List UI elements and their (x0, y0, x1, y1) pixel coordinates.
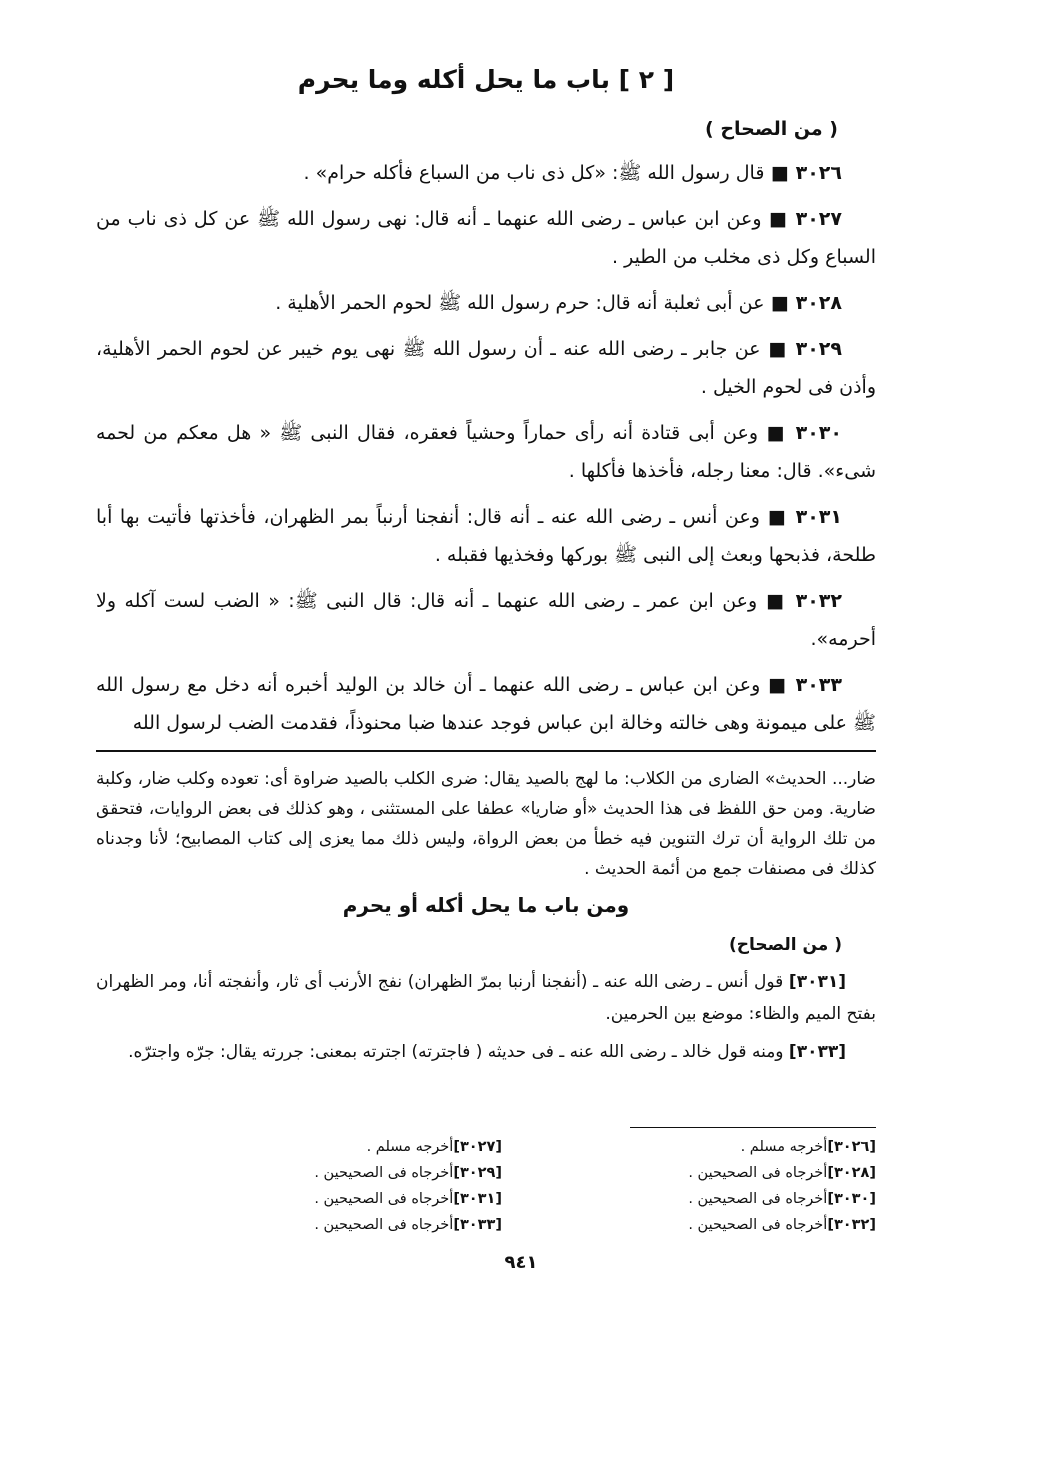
hadith-text: عن أبى ثعلبة أنه قال: حرم رسول الله ﷺ لحوم الحمر الأهلية . (275, 292, 765, 314)
footnote-text: أخرجه مسلم . (740, 1139, 828, 1155)
hadith-item (96, 200, 876, 276)
footnote (516, 1186, 876, 1212)
section-heading: ( من الصحاح ) (705, 118, 838, 140)
hadith-item (96, 154, 876, 192)
commentary-text: ومنه قول خالد ـ رضى الله عنه ـ فى حديثه ( فاجترته) اجترته بمعنى: جررته يقال: جرّه واجترّه. (128, 1042, 784, 1062)
footnote (142, 1160, 502, 1186)
hadith-item (96, 284, 876, 322)
footnote-text: أخرجاه فى الصحيحين . (314, 1191, 454, 1207)
footnote-text: أخرجاه فى الصحيحين . (314, 1217, 454, 1233)
hadith-separator: ■ (760, 338, 796, 360)
hadith-text: وعن ابن عباس ـ رضى الله عنهما ـ أنه قال: نهى رسول الله ﷺ عن كل ذى ناب من السباع وكل ذى مخلب من الطير . (96, 208, 876, 268)
hadith-separator: ■ (759, 506, 796, 528)
hadith-separator: ■ (761, 208, 796, 230)
hadith-text: عن جابر ـ رضى الله عنه ـ أن رسول الله ﷺ نهى يوم خيبر عن لحوم الحمر الأهلية، وأذن فى لحوم الخيل . (96, 338, 876, 398)
footnote (142, 1186, 502, 1212)
hadith-number: ٣٠٢٨ (795, 292, 842, 314)
hadith-item (96, 330, 876, 406)
footnote-text: أخرجاه فى الصحيحين . (314, 1165, 454, 1181)
hadith-separator: ■ (764, 292, 796, 314)
hadith-number: ٣٠٣٣ (795, 674, 842, 696)
footnotes-right-column (516, 1134, 876, 1238)
footnote-number: [٣٠٣١] (453, 1191, 502, 1207)
hadith-separator: ■ (757, 590, 796, 612)
explanatory-note: ضار... الحديث» الضارى من الكلاب: ما لهج بالصيد يقال: ضرى الكلب بالصيد ضراوة أى: تعوده وكلب ضار، وكلبة ضارية. ومن حق اللفظ فى هذا الحديث «أو ضاريا» عطفا على المستثنى ، وهو كذلك فى بعض الروايات، فتحقق من تلك الرواية أن ترك التنوين فيه خطأ من بعض الرواة، وليس ذلك مما يعزى إلى كتاب المصابيح؛ لأنا وجدناه كذلك فى مصنفات جمع من أئمة الحديث . (96, 769, 876, 879)
hadith-text: وعن أبى قتادة أنه رأى حماراً وحشياً فعقره، فقال النبى ﷺ « هل معكم من لحمه شىء». قال: معنا رجله، فأخذها فأكلها . (96, 422, 876, 482)
footnote (516, 1212, 876, 1238)
hadith-number: ٣٠٣٢ (795, 590, 842, 612)
hadith-number: ٣٠٣١ (795, 506, 842, 528)
hadith-item (96, 498, 876, 574)
hadith-separator: ■ (760, 674, 796, 696)
commentary-number: [٣٠٣١] (788, 972, 846, 992)
hadith-item (96, 666, 876, 742)
footnote-text: أخرجاه فى الصحيحين . (688, 1191, 828, 1207)
hadith-number: ٣٠٣٠ (795, 422, 842, 444)
footnote-number: [٣٠٣٠] (827, 1191, 876, 1207)
commentary-number: [٣٠٣٣] (788, 1042, 846, 1062)
hadith-text: قال رسول الله ﷺ: «كل ذى ناب من السباع فأكله حرام» . (303, 162, 765, 184)
commentary-item (96, 1036, 876, 1068)
hadith-number: ٣٠٢٧ (795, 208, 842, 230)
footnote-divider (630, 1127, 876, 1128)
footnote-text: أخرجاه فى الصحيحين . (688, 1217, 828, 1233)
hadith-text: وعن ابن عمر ـ رضى الله عنهما ـ أنه قال: قال النبى ﷺ: « الضب لست آكله ولا أحرمه». (96, 590, 876, 650)
page-body (96, 60, 876, 1074)
hadith-text: وعن أنس ـ رضى الله عنه ـ أنه قال: أنفجنا أرنباً بمر الظهران، فأخذتها فأتيت بها أبا طلحة، فذبحها وبعث إلى النبى ﷺ بوركها وفخذيها فقبله . (96, 506, 876, 566)
footnote (516, 1160, 876, 1186)
hadith-separator: ■ (764, 162, 796, 184)
footnote-number: [٣٠٢٩] (453, 1165, 502, 1181)
page-number: ٩٤١ (504, 1252, 538, 1273)
commentary-section-heading: ( من الصحاح) (728, 935, 842, 955)
chapter-title: [ ٢ ] باب ما يحل أكله وما يحرم (297, 65, 675, 94)
footnotes-left-column (142, 1134, 502, 1238)
footnote-number: [٣٠٢٦] (827, 1139, 876, 1155)
hadith-number: ٣٠٢٩ (795, 338, 842, 360)
text-divider (96, 750, 876, 752)
commentary-item (96, 966, 876, 1030)
hadith-text: وعن ابن عباس ـ رضى الله عنهما ـ أن خالد بن الوليد أخبره أنه دخل مع رسول الله ﷺ على ميمونة وهى خالته وخالة ابن عباس فوجد عندها ضبا محنوذاً، فقدمت الضب لرسول الله (96, 674, 876, 734)
footnote-number: [٣٠٣٣] (453, 1217, 502, 1233)
footnote (142, 1134, 502, 1160)
footnote-number: [٣٠٢٧] (453, 1139, 502, 1155)
commentary-title: ومن باب ما يحل أكله أو يحرم (342, 893, 630, 917)
hadith-separator: ■ (758, 422, 796, 444)
footnote-number: [٣٠٢٨] (827, 1165, 876, 1181)
footnote (516, 1134, 876, 1160)
commentary-text: قول أنس ـ رضى الله عنه ـ (أنفجنا أرنبا بمرّ الظهران) نفج الأرنب أى ثار، وأنفجته أنا، ومر الظهران بفتح الميم والظاء: موضع بين الحرمين. (96, 972, 876, 1024)
hadith-item (96, 414, 876, 490)
hadith-number: ٣٠٢٦ (795, 162, 842, 184)
footnote-number: [٣٠٣٢] (827, 1217, 876, 1233)
footnote (142, 1212, 502, 1238)
footnote-text: أخرجه مسلم . (366, 1139, 454, 1155)
hadith-item (96, 582, 876, 658)
footnote-text: أخرجاه فى الصحيحين . (688, 1165, 828, 1181)
